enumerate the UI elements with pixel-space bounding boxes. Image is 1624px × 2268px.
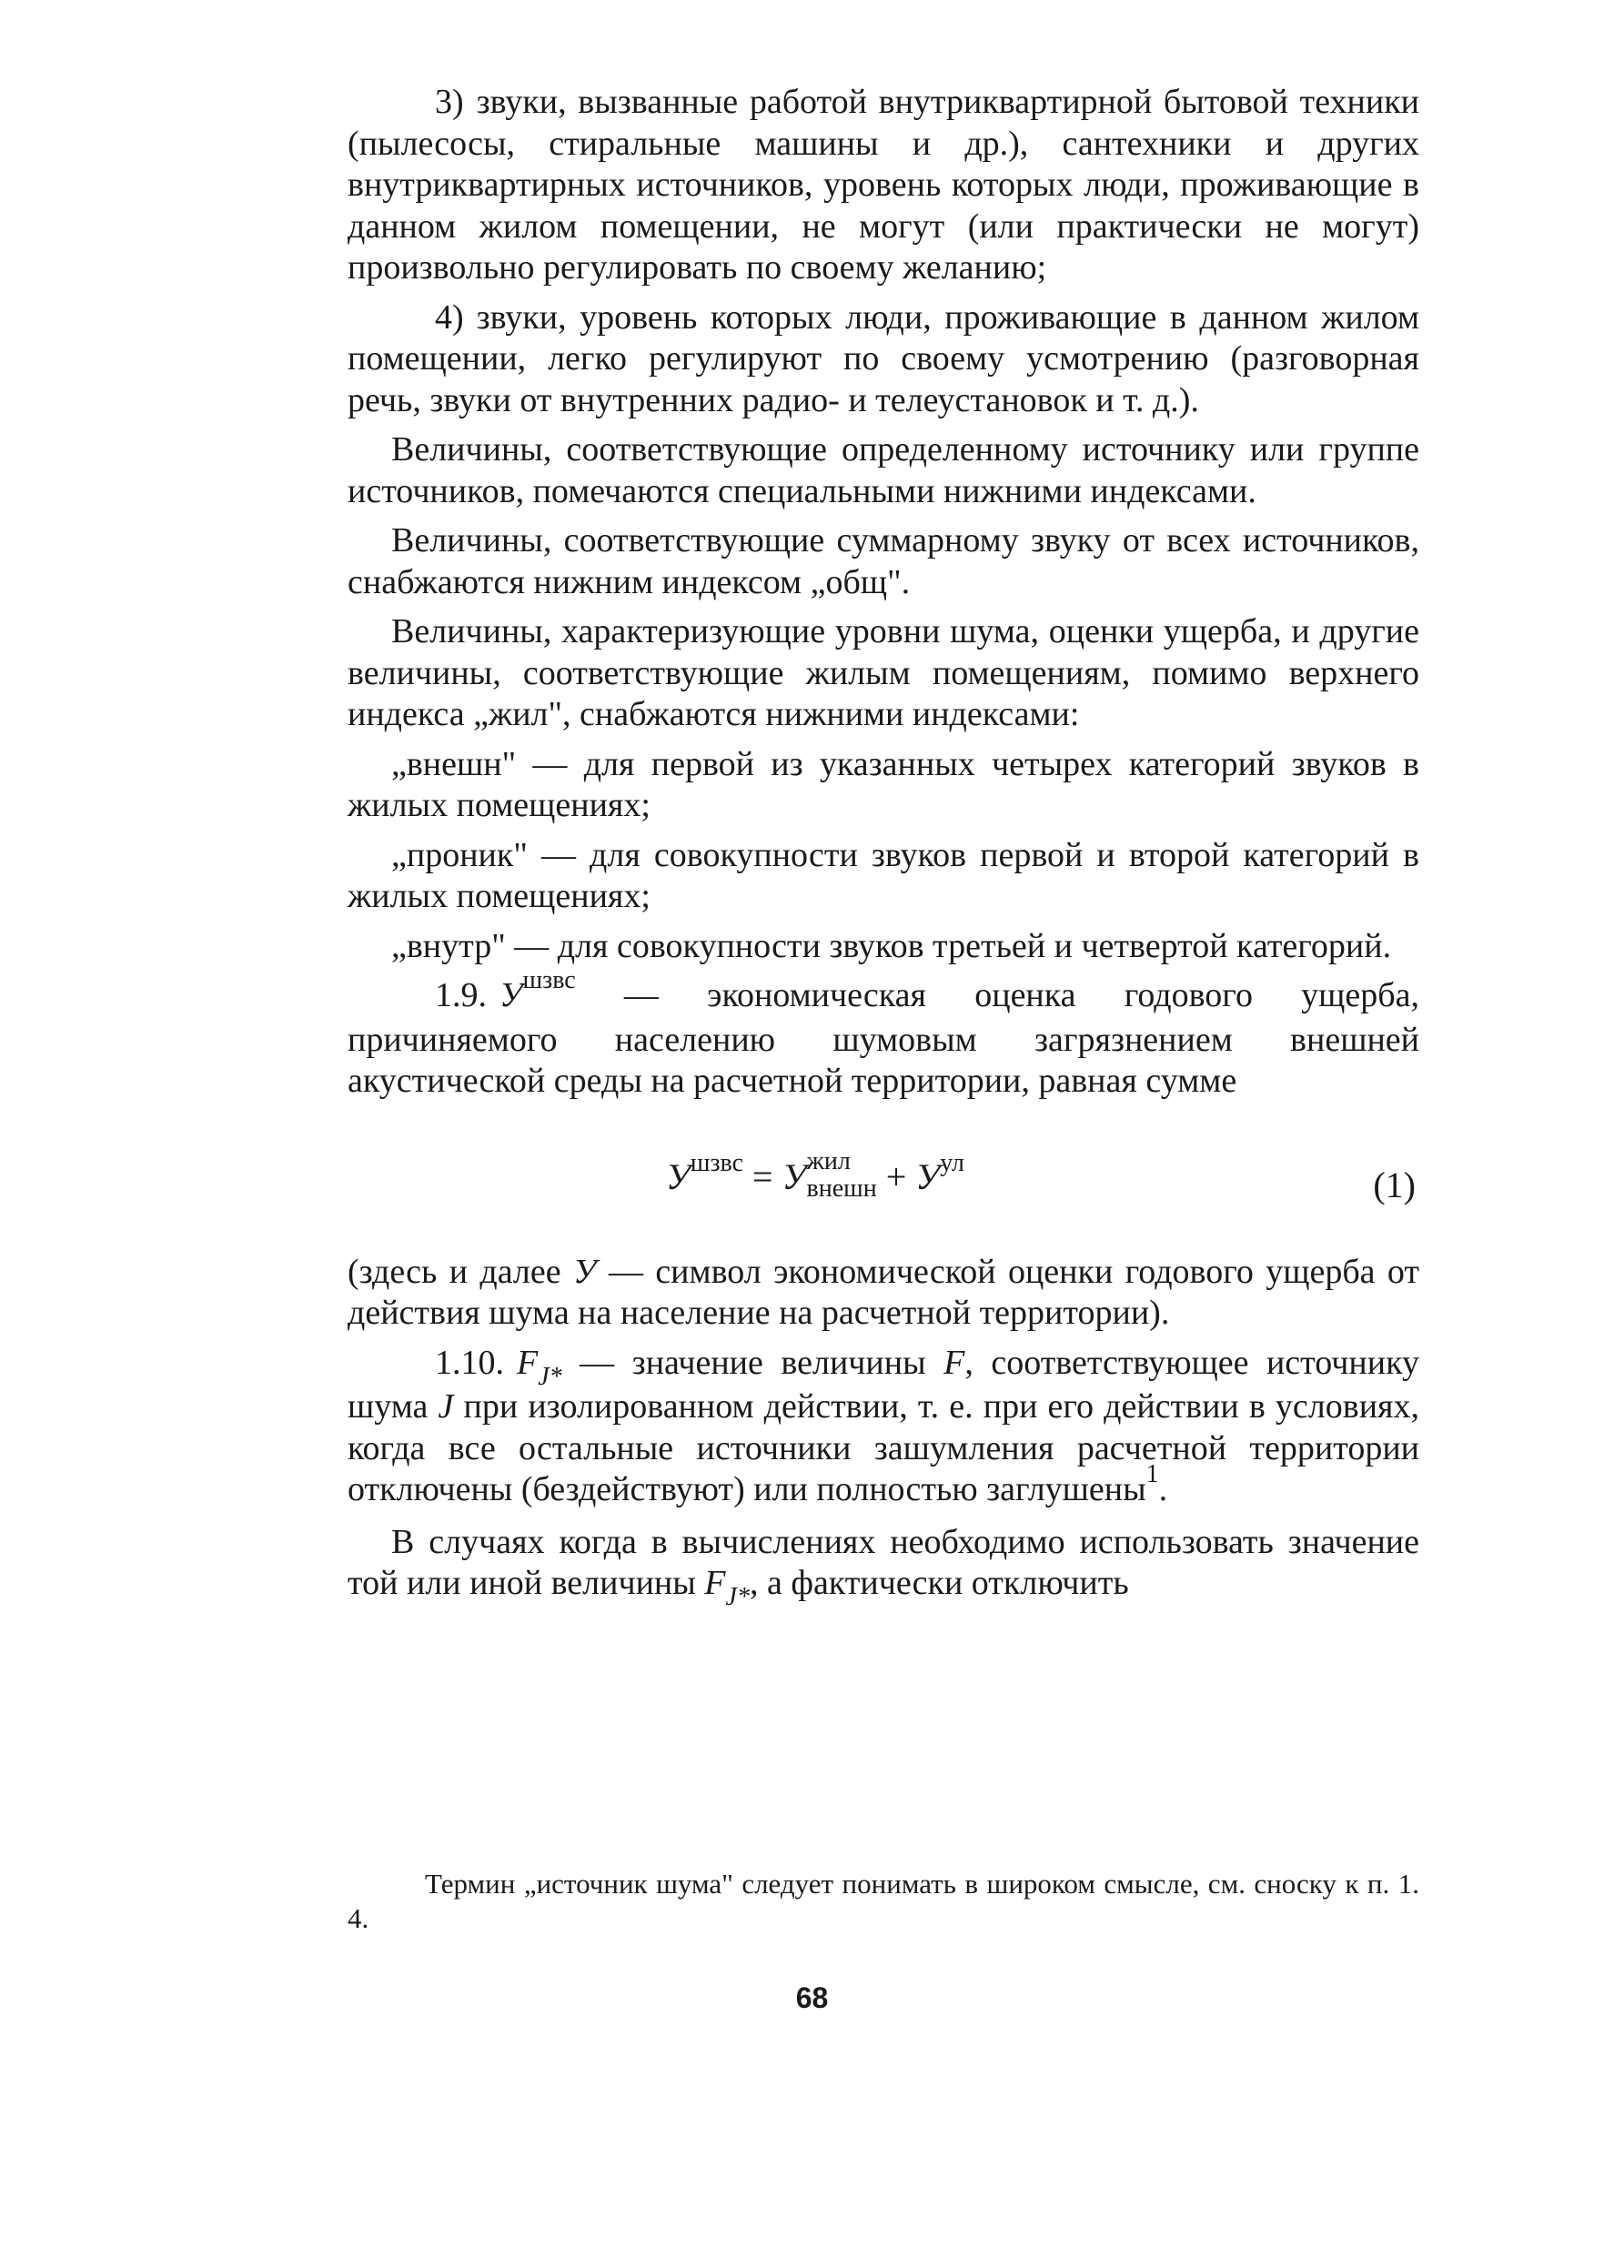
item-number-3: 3) [435, 83, 464, 121]
list-item-3 [348, 82, 1419, 289]
clause-text-1-10-end: . [1158, 1470, 1168, 1508]
index-definition-vnutr: „внутр" — для совокупности звуков третьей и четвертой категорий. [391, 926, 1392, 965]
damage-symbol-superscript: шзвс [522, 966, 576, 994]
paragraph-symbol-note [348, 1252, 1419, 1335]
paragraph-total-index: Величины, соответствующие суммарному звуку от всех источников, снабжаются нижним индексом „общ". [348, 521, 1419, 601]
note-symbol: У [573, 1252, 597, 1291]
item-number-4: 4) [435, 297, 464, 337]
equation-plus: + [885, 1155, 907, 1197]
equation-1 [348, 1144, 1419, 1221]
paragraph-last [348, 1522, 1419, 1611]
list-item-4 [348, 297, 1419, 422]
value-symbol-f: F [943, 1343, 965, 1382]
clause-1-10 [348, 1343, 1419, 1514]
clause-number-1-10: 1.10. [435, 1343, 504, 1382]
note-text-rest: — символ экономической оценки годового ущерба от действия шума на население на расчетной территории). [348, 1252, 1420, 1332]
last-value-symbol: F [704, 1564, 726, 1602]
isolated-value-subscript: J* [538, 1362, 562, 1391]
isolated-value-symbol: F [517, 1343, 539, 1382]
equation-term2-symbol: У [915, 1155, 941, 1197]
equation-lhs-symbol: У [666, 1155, 691, 1197]
item-text-4: звуки, уровень которых люди, проживающие в данном жилом помещении, легко регулируют по своему усмотрению (разговорная речь, звуки от внутренних радио- и телеустановок и т. д.). [348, 297, 1419, 419]
footnote: Термин „источник шума" следует понимать в широком смысле, см. сноску к п. 1. 4. [348, 1868, 1419, 1934]
equation-term1-subscript: внешн [806, 1174, 877, 1203]
equation-term2-superscript: ул [940, 1148, 964, 1177]
clause-text-1-10-c: при изолированном действии, т. е. при его действии в условиях, когда все остальные источники зашумления расчетной территории отключены (бездействуют) или полностью заглушены [348, 1387, 1420, 1508]
equation-lhs-superscript: шзвс [690, 1148, 744, 1177]
last-text-b: , а фактически отключить [749, 1564, 1129, 1602]
equation-number: (1) [1373, 1164, 1416, 1205]
source-symbol-j: J [438, 1387, 454, 1426]
item-text-3: звуки, вызванные работой внутриквартирной бытовой техники (пылесосы, стиральные машины и др.), сантехники и других внутриквартирных источников, уровень которых люди, проживающие в данном жилом помещении, не могут (или практически не могут) произвольно регулировать по своему желанию; [348, 83, 1419, 287]
last-value-subscript: J* [725, 1583, 750, 1611]
equation-equals: = [752, 1155, 773, 1197]
equation-term1-superscript: жил [806, 1146, 851, 1175]
last-text-a: В случаях когда в вычислениях необходимо использовать значение той или иной величины [348, 1522, 1419, 1602]
clause-number-1-9: 1.9. [435, 976, 487, 1014]
footnote-marker: 1 [1145, 1460, 1159, 1488]
clause-text-1-9: — экономическая оценка годового ущерба, причиняемого населению шумовым загрязнением внешней акустической среды на расчетной территории, равная сумме [348, 976, 1419, 1100]
equation-term1-symbol: У [782, 1155, 807, 1197]
paragraph-group-indices: Величины, соответствующие определенному источнику или группе источников, помечаются специальными нижними индексами. [348, 430, 1419, 510]
page-body [348, 82, 1419, 1616]
equation-term1-indices [807, 1148, 877, 1203]
clause-text-1-10-a: — значение величины [580, 1343, 926, 1382]
damage-symbol: У [499, 976, 523, 1014]
equation-body [666, 1146, 964, 1208]
clause-text-1-10-b: , соответствующее источнику шума [348, 1343, 1420, 1426]
page-number: 68 [795, 1981, 829, 2014]
clause-1-9 [348, 966, 1419, 1103]
index-definition-pronik: „проник" — для совокупности звуков первой и второй категорий в жилых помещениях; [348, 835, 1419, 915]
paragraph-residential-indices: Величины, характеризующие уровни шума, оценки ущерба, и другие величины, соответствующие жилым помещениям, помимо верхнего индекса „жил", снабжаются нижними индексами: [348, 612, 1419, 733]
index-definition-vneshn: „внешн" — для первой из указанных четырех категорий звуков в жилых помещениях; [348, 744, 1419, 824]
note-text-start: (здесь и далее [348, 1252, 561, 1291]
